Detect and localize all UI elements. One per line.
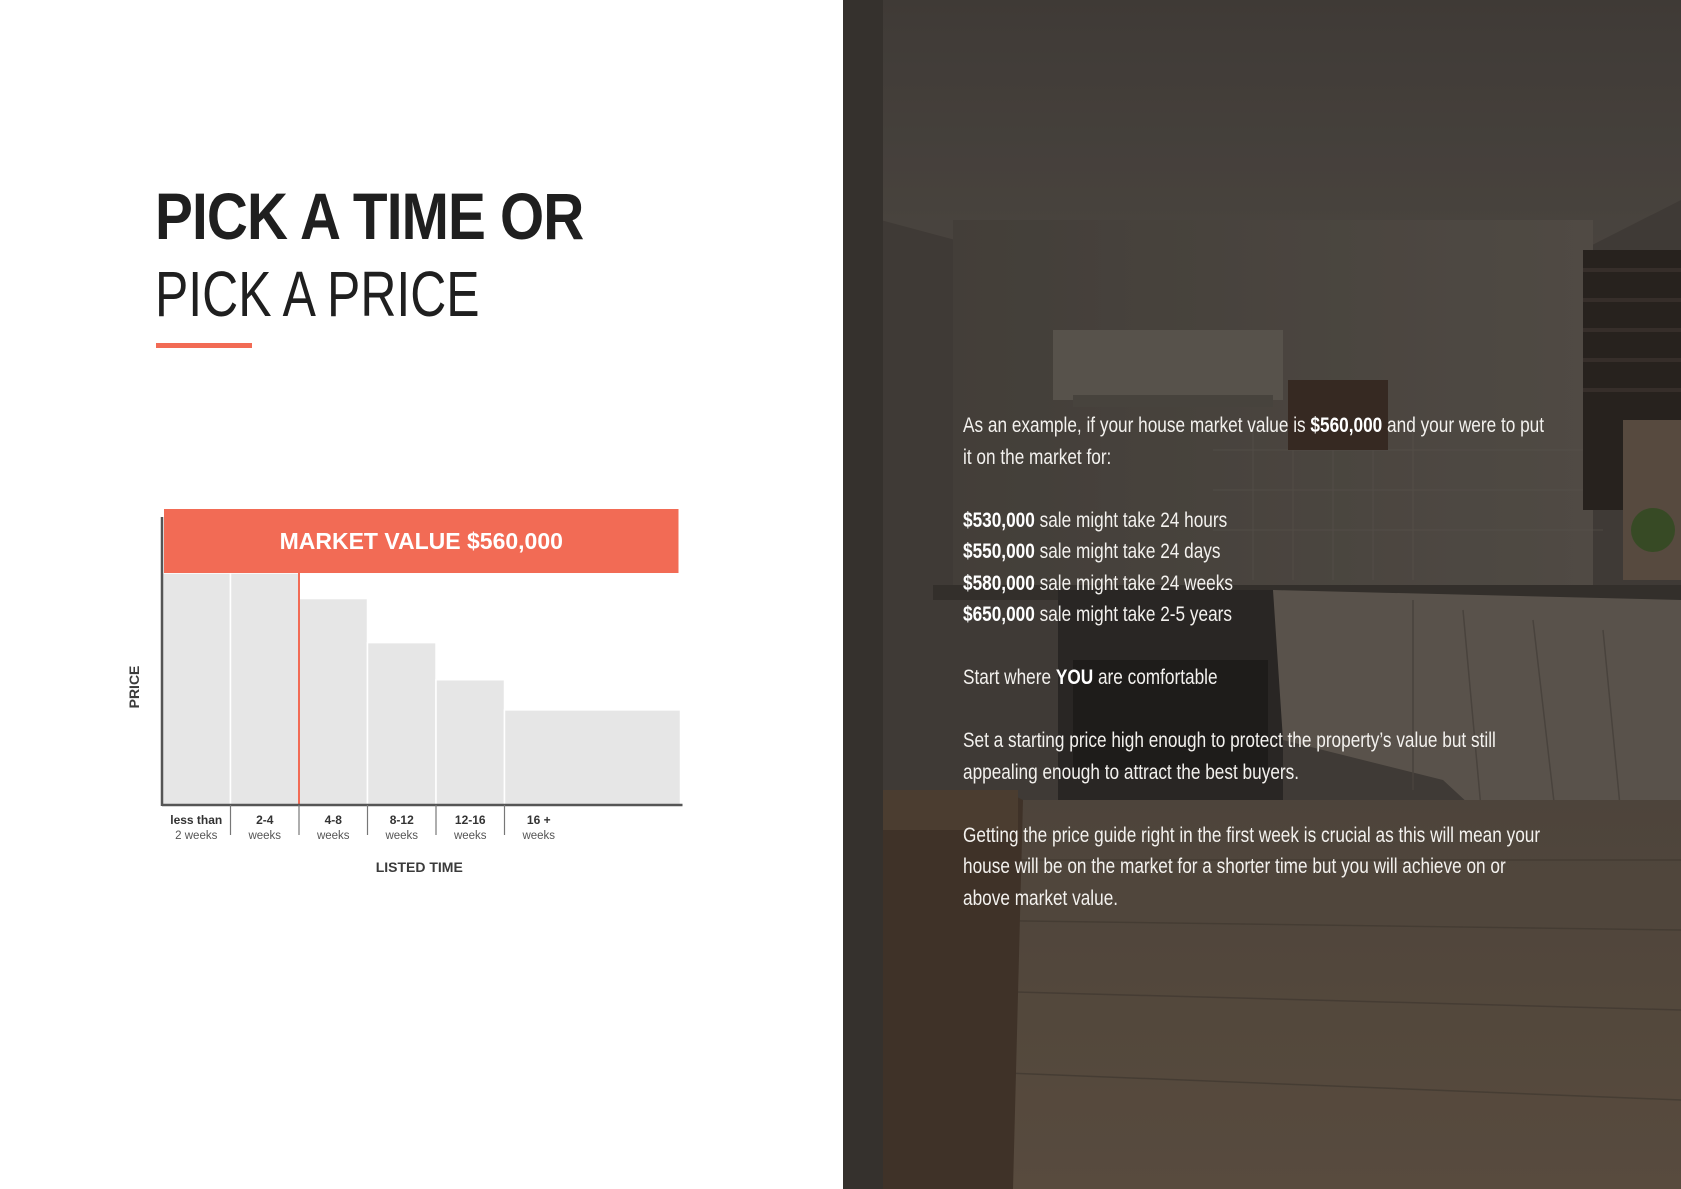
page-title-line1: PICK A TIME OR: [155, 179, 584, 253]
bar: [505, 710, 681, 805]
x-tick-sublabel: weeks: [453, 830, 487, 842]
bar: [299, 599, 368, 805]
right-panel: [843, 0, 1681, 1189]
x-tick-label: 16 +: [526, 813, 551, 827]
x-tick-sublabel: weeks: [522, 830, 556, 842]
x-tick-label: 8-12: [389, 813, 414, 827]
comfort-line: Start where YOU are comfortable: [963, 666, 1218, 689]
bars-layer: [162, 573, 681, 805]
title-underline: [156, 343, 252, 348]
bar: [162, 573, 231, 805]
x-tick-sublabel: weeks: [248, 830, 282, 842]
x-tick-labels: [170, 813, 555, 842]
first-week-paragraph: Getting the price guide right in the first week is crucial as this will mean your house will be on the market for a shorter time but you will achieve on or above market value.: [963, 823, 1541, 910]
scenario-line: $580,000 sale might take 24 weeks: [963, 571, 1233, 595]
scenario-line: $650,000 sale might take 2-5 years: [963, 603, 1232, 626]
scenario-line: $550,000 sale might take 24 days: [963, 540, 1221, 563]
x-tick-label: 12-16: [454, 813, 486, 827]
pricing-paragraph: Set a starting price high enough to protect the property’s value but still appealing enough to attract the best buyers.: [963, 729, 1496, 784]
market-value-label: MARKET VALUE $560,000: [279, 528, 563, 554]
x-tick-sublabel: weeks: [316, 830, 350, 842]
x-tick-sublabel: weeks: [385, 830, 419, 842]
explanation-text: [963, 410, 1563, 914]
intro-paragraph: As an example, if your house market value is $560,000 and your were to put it on the market for:: [963, 414, 1545, 469]
bar: [368, 643, 437, 805]
x-tick-label: 4-8: [324, 813, 342, 827]
x-tick-sublabel: 2 weeks: [175, 830, 218, 842]
x-tick-label: less than: [170, 813, 223, 827]
bar: [231, 573, 300, 805]
price-vs-time-chart: [110, 505, 690, 925]
page-title-line2: PICK A PRICE: [155, 258, 480, 330]
x-tick-label: 2-4: [256, 813, 274, 827]
scenario-line: $530,000 sale might take 24 hours: [963, 508, 1228, 532]
bar: [436, 680, 505, 805]
x-axis-label: LISTED TIME: [375, 859, 463, 875]
y-axis-label: PRICE: [126, 665, 142, 709]
